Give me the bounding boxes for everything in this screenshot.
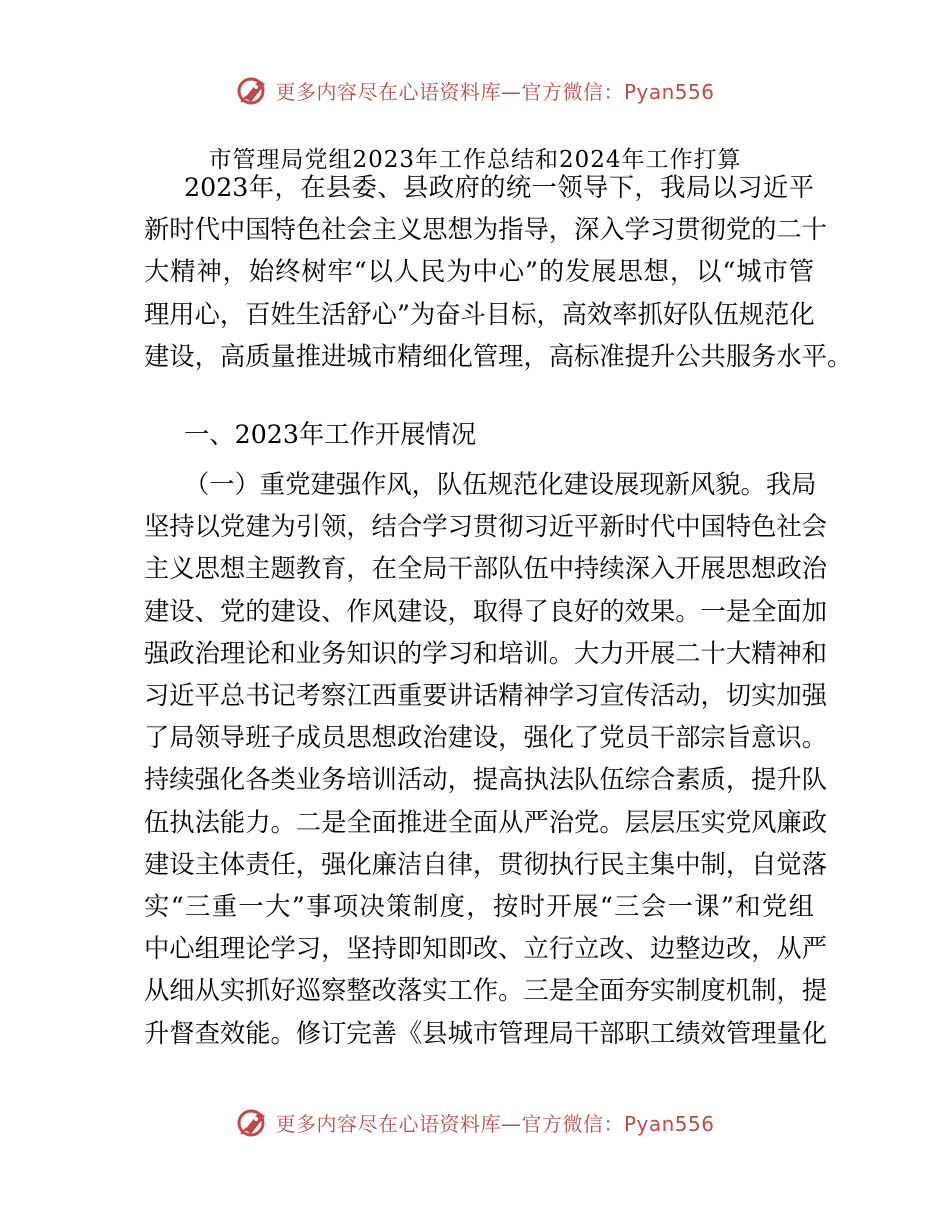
text-line: 建设、党的建设、作风建设，取得了良好的效果。一是全面加 xyxy=(144,596,828,626)
intro-paragraph xyxy=(144,167,853,378)
watermark-text: 更多内容尽在心语资料库—官方微信：Pyan556 xyxy=(275,1111,715,1136)
text-line: 持续强化各类业务培训活动，提高执法队伍综合素质，提升队 xyxy=(144,765,828,795)
watermark-banner-top xyxy=(0,68,950,112)
watermark-text: 更多内容尽在心语资料库—官方微信：Pyan556 xyxy=(275,79,715,104)
text-line: 习近平总书记考察江西重要讲话精神学习宣传活动，切实加强 xyxy=(144,681,828,711)
text-line: 坚持以党建为引领，结合学习贯彻习近平新时代中国特色社会 xyxy=(144,512,828,542)
text-line: 建设主体责任，强化廉洁自律，贯彻执行民主集中制，自觉落 xyxy=(144,849,828,879)
text-line: 强政治理论和业务知识的学习和培训。大力开展二十大精神和 xyxy=(144,638,828,668)
text-line: （一）重党建强作风，队伍规范化建设展现新风貌。我局 xyxy=(184,470,817,499)
text-line: 主义思想主题教育，在全局干部队伍中持续深入开展思想政治 xyxy=(144,554,828,584)
text-line: 理用心，百姓生活舒心”为奋斗目标，高效率抓好队伍规范化 xyxy=(144,299,815,329)
pen-nib-logo-icon xyxy=(235,72,271,108)
text-line: 了局领导班子成员思想政治建设，强化了党员干部宗旨意识。 xyxy=(144,723,828,753)
section-heading xyxy=(144,414,814,456)
text-line: 大精神，始终树牢“以人民为中心”的发展思想，以“城市管 xyxy=(144,257,814,287)
text-line: 从细从实抓好巡察整改落实工作。三是全面夯实制度机制，提 xyxy=(144,976,828,1006)
watermark-banner-bottom xyxy=(0,1100,950,1144)
text-line: 升督查效能。修订完善《县城市管理局干部职工绩效管理量化 xyxy=(144,1018,828,1048)
text-line: 新时代中国特色社会主义思想为指导，深入学习贯彻党的二十 xyxy=(144,215,828,245)
document-title: 市管理局党组2023年工作总结和2024年工作打算 xyxy=(208,147,742,173)
section-heading-text: 一、2023年工作开展情况 xyxy=(184,420,477,449)
text-line: 中心组理论学习，坚持即知即改、立行立改、边整边改，从严 xyxy=(144,934,828,964)
text-line: 实“三重一大”事项决策制度，按时开展“三会一课”和党组 xyxy=(144,892,814,922)
section-paragraph xyxy=(144,464,828,1055)
text-line: 2023年，在县委、县政府的统一领导下，我局以习近平 xyxy=(184,173,814,202)
pen-nib-logo-icon xyxy=(235,1104,271,1140)
text-line: 建设，高质量推进城市精细化管理，高标准提升公共服务水平。 xyxy=(144,341,853,371)
text-line: 伍执法能力。二是全面推进全面从严治党。层层压实党风廉政 xyxy=(144,807,828,837)
